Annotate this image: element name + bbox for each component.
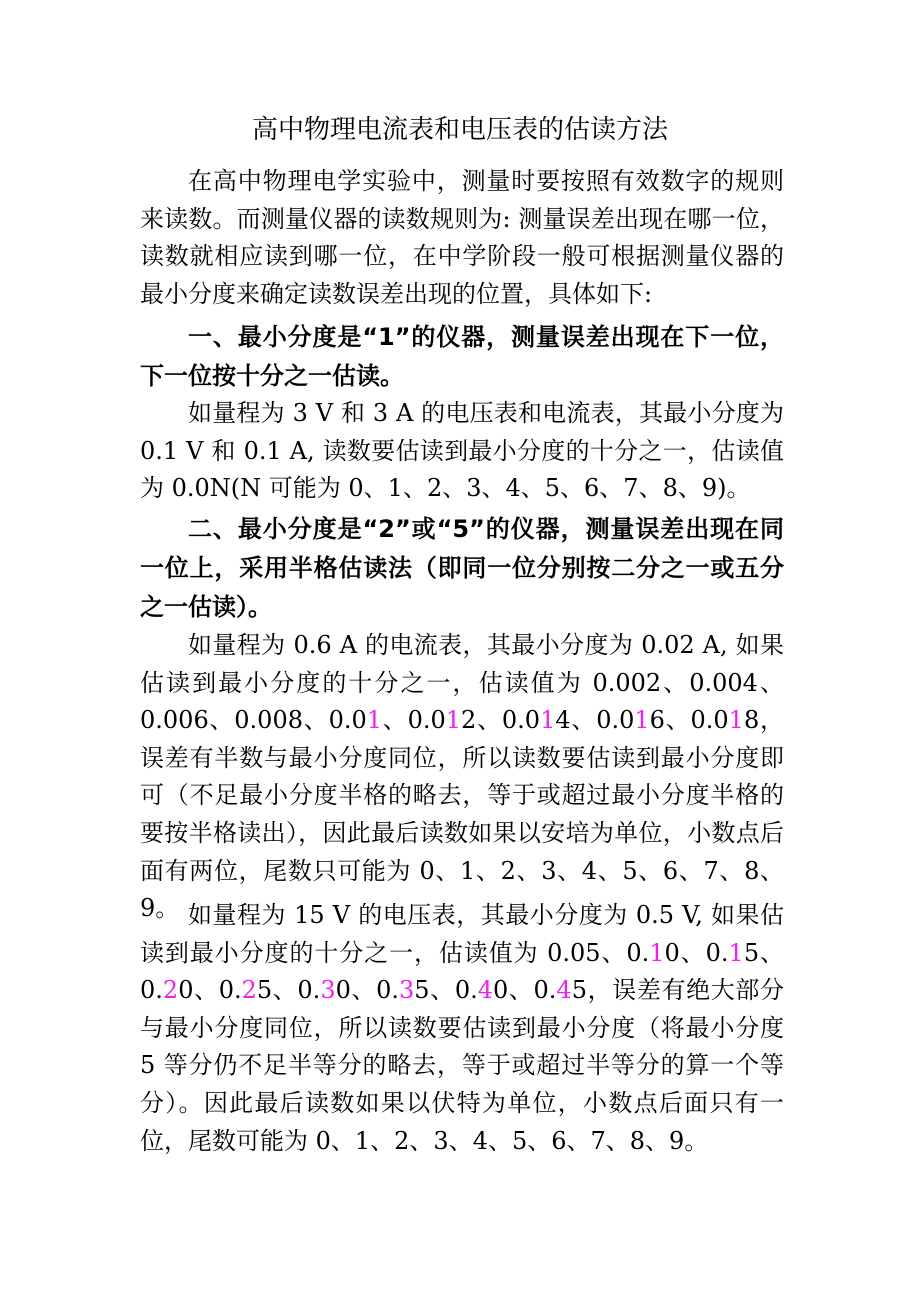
text-run: 5、0.	[414, 976, 478, 1005]
text-run: 8，误差有半数与最小分度同位，所以读数要估读到最小分度即可（不足最小分度半格的略去，等于或超过最小分度半格的要按半格读出），因此最后读数如果以安培为单位，小数点后面有两位，尾数只可能为 0、1、2、3、4、5、6、7、8、9。	[140, 706, 784, 923]
highlighted-digit: 1	[366, 706, 383, 735]
text-run: 4、0.0	[555, 706, 635, 735]
page-title: 高中物理电流表和电压表的估读方法	[251, 115, 668, 145]
text-run: 5、0.	[256, 976, 321, 1005]
text-run: 二、最小分度是“2”或“5”的仪器，测量误差出现在同一位上，采用半格估读法（即同一位分别按二分之一或五分之一估读）。	[140, 515, 784, 621]
text-run: 、0.0	[382, 706, 446, 735]
text-run: 5，误差有绝大部分与最小分度同位，所以读数要估读到最小分度（将最小分度 5 等分仍不足半等分的略去，等于或超过半等分的算一个等分）。因此最后读数如果以伏特为单位，小数点后面只有一位，尾数可能为 0、1、2、3、4、5、6、7、8、9。	[140, 976, 784, 1155]
intro-paragraph	[140, 163, 784, 313]
text-run: 2、0.0	[461, 706, 541, 735]
highlighted-digit: 3	[399, 976, 415, 1005]
highlighted-digit: 1	[728, 938, 744, 967]
highlighted-digit: 1	[634, 706, 650, 735]
example-paragraph-0-6a	[140, 627, 784, 928]
text-run: 如量程为 15 V 的电压表，其最小分度为 0.5 V, 如果估读到最小分度的十分之一，估读值为 0.05、0.	[140, 901, 784, 967]
text-run: 如量程为 0.6 A 的电流表，其最小分度为 0.02 A, 如果估读到最小分度的十分之一，估读值为 0.002、0.004、0.006、0.008、0.0	[140, 631, 784, 735]
highlighted-digit: 2	[162, 976, 179, 1005]
section-heading-one	[140, 318, 784, 396]
example-paragraph-3v-3a	[140, 395, 784, 508]
text-run: 0、0.	[335, 976, 400, 1005]
highlighted-digit: 1	[649, 938, 665, 967]
highlighted-digit: 4	[477, 976, 493, 1005]
text-run: 一、最小分度是“1”的仪器，测量误差出现在下一位，下一位按十分之一估读。	[140, 323, 784, 390]
highlighted-digit: 4	[556, 976, 572, 1005]
highlighted-digit: 1	[540, 706, 556, 735]
text-run: 6、0.0	[649, 706, 729, 735]
highlighted-digit: 2	[241, 976, 257, 1005]
text-run: 5、0.	[140, 938, 784, 1005]
text-run: 0、0.	[178, 976, 242, 1005]
highlighted-digit: 3	[320, 976, 336, 1005]
text-run: 在高中物理电学实验中，测量时要按照有效数字的规则来读数。而测量仪器的读数规则为: 测量误差出现在哪一位，读数就相应读到哪一位，在中学阶段一般可根据测量仪器的最小分度来确定读数误差出现的位置，具体如下:	[140, 167, 784, 308]
section-heading-two	[140, 510, 784, 626]
text-run: 0、0.	[493, 976, 557, 1005]
highlighted-digit: 1	[728, 706, 744, 735]
example-paragraph-15v	[140, 897, 784, 1160]
text-run: 0、0.	[664, 938, 729, 967]
text-run: 如量程为 3 V 和 3 A 的电压表和电流表，其最小分度为 0.1 V 和 0.1 A, 读数要估读到最小分度的十分之一，估读值为 0.0N(N 可能为 0、1、2、3、4、5、6、7、8、9)。	[140, 399, 784, 503]
highlighted-digit: 1	[445, 706, 462, 735]
